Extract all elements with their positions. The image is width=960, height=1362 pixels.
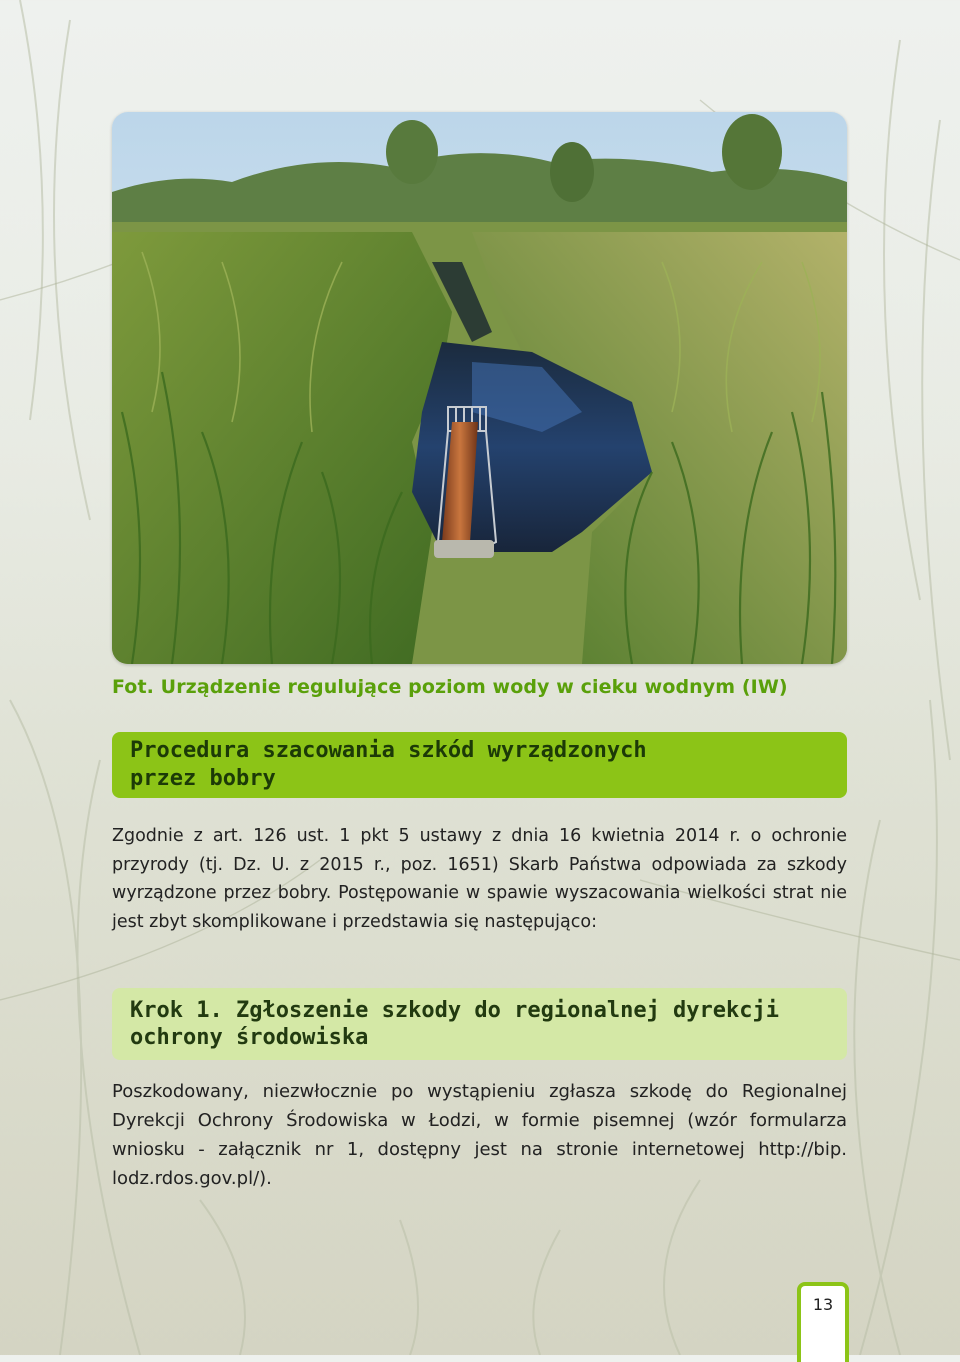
photo-illustration [112,112,847,664]
step1-heading-box [112,988,847,1060]
photo-caption: Fot. Urządzenie regulujące poziom wody w cieku wodnym (IW) [112,676,788,698]
section-heading-box [112,732,847,798]
step1-heading-line1: Krok 1. Zgłoszenie szkody do regionalnej dyrekcji [130,998,780,1023]
intro-paragraph: Zgodnie z art. 126 ust. 1 pkt 5 ustawy z dnia 16 kwietnia 2014 r. o ochronie przyrody (tj. Dz. U. z 2015 r., poz. 1651) Skarb Państwa odpowiada za szkody wyrządzone przez bobry. Postępowanie w spawie wyszacowania wielkości strat nie jest zbyt skomplikowane i przedstawia się następująco: [112,826,847,932]
page-number: 13 [812,1295,834,1314]
section-heading-line1: Procedura szacowania szkód wyrządzonych [130,738,647,763]
section-heading-line2: przez bobry [130,766,276,791]
step1-paragraph: Poszkodowany, niezwłocznie po wystąpieniu zgłasza szkodę do Regionalnej Dyrekcji Ochrony Środowiska w Łodzi, w formie pisemnej (wzór formularza wniosku - załącznik nr 1, dostępny jest na stronie internetowej http://bip. lodz.rdos.gov.pl/). [112,1081,847,1189]
step1-heading-line2: ochrony środowiska [130,1025,369,1050]
photo-water-regulating-device [112,112,847,664]
page-number-tab [797,1282,849,1362]
